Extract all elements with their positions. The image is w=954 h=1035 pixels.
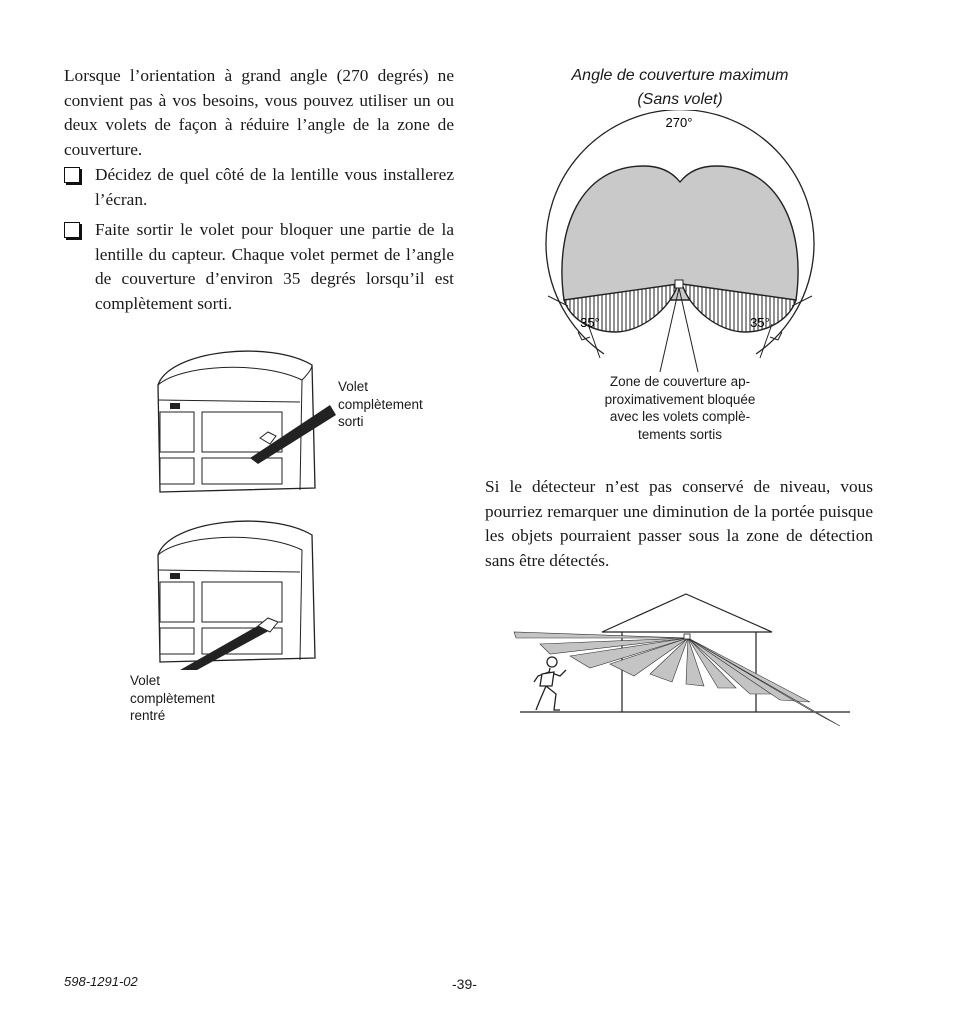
sensor-illustration-shutter-out	[150, 340, 350, 500]
title-line: (Sans volet)	[637, 91, 723, 108]
label-shutter-in	[130, 672, 215, 725]
caption-line: avec les volets complè-	[609, 409, 751, 424]
caption-line: Zone de couverture ap-	[609, 374, 751, 389]
caption-line: tements sortis	[637, 426, 723, 442]
sensor-illustration-shutter-in	[150, 510, 350, 670]
page-number: -39-	[452, 976, 477, 992]
label-shutter-out	[338, 378, 423, 431]
coverage-diagram	[520, 110, 840, 380]
label-line: complètement	[338, 396, 423, 412]
checkbox-bullet-icon	[64, 167, 80, 183]
label-line: complètement	[130, 690, 215, 706]
coverage-diagram-title	[520, 64, 840, 112]
document-number: 598-1291-02	[64, 974, 138, 989]
bullet-text: Faite sortir le volet pour bloquer une partie de la lentille du capteur. Chaque volet permet de l’angle de couverture d’environ 35 degrés lorsqu’il est complètement sorti.	[95, 220, 454, 313]
label-line: rentré	[130, 708, 166, 723]
intro-paragraph: Lorsque l’orientation à grand angle (270 degrés) ne convient pas à vos besoins, vous pouvez utiliser un ou deux volets de façon à réduire l’angle de la zone de couverture.	[64, 66, 454, 159]
title-line: Angle de couverture maximum	[571, 67, 789, 84]
angle-total-label: 270°	[665, 115, 693, 130]
detection-range-illustration	[510, 590, 855, 735]
caption-line: proximativement bloquée	[604, 391, 756, 407]
bullet-item-2	[64, 218, 454, 316]
level-warning-paragraph: Si le détecteur n’est pas conservé de niveau, vous pourriez remarquer une diminution de la portée puisque les objets pourraient passer sous la zone de détection sans être détectés.	[485, 477, 873, 570]
label-line: Volet	[338, 379, 369, 394]
bullet-text: Décidez de quel côté de la lentille vous installerez l’écran.	[95, 165, 454, 209]
angle-right-label: 35°	[750, 315, 770, 330]
angle-left-label: 35°	[580, 315, 600, 330]
label-line: sorti	[338, 414, 364, 429]
checkbox-bullet-icon	[64, 222, 80, 238]
sensor-marker-icon	[675, 280, 683, 288]
blocked-zone-caption	[560, 373, 800, 443]
intruder-figure-icon	[534, 657, 566, 710]
label-line: Volet	[130, 673, 161, 688]
bullet-item-1	[64, 163, 454, 212]
